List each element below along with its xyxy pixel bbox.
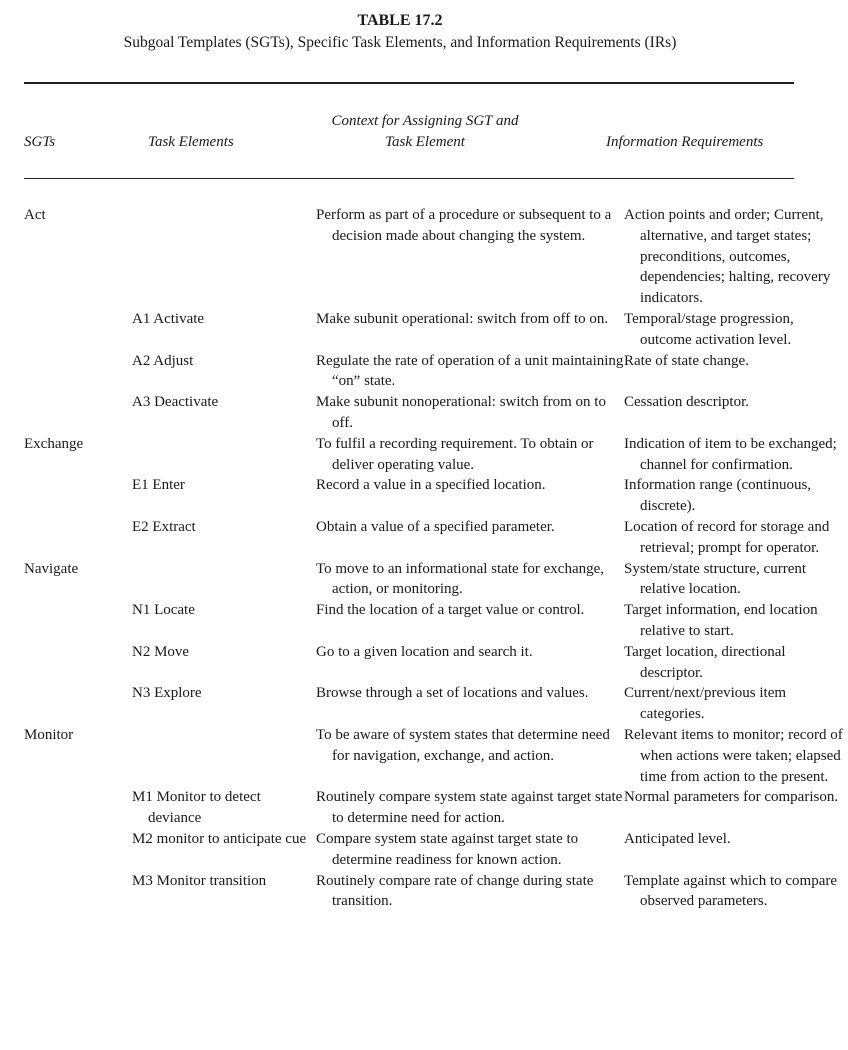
sgt-cell: [24, 642, 132, 684]
task-element-cell: A1 Activate: [132, 310, 205, 327]
table-row: [24, 871, 838, 913]
table-row: [24, 600, 818, 642]
table-number: TABLE 17.2: [357, 12, 443, 29]
context-cell: Regulate the rate of operation of a unit maintaining “on” state.: [316, 352, 624, 390]
header-sgts: SGTs: [24, 134, 56, 150]
header-rule: [24, 178, 794, 179]
header-context: [300, 111, 550, 153]
table-row: [24, 434, 837, 476]
table-row: [24, 475, 812, 517]
table-row: [24, 725, 843, 787]
table-row: [24, 642, 800, 684]
context-cell: Go to a given location and search it.: [316, 643, 533, 660]
context-cell: Make subunit nonoperational: switch from on to off.: [316, 394, 606, 431]
context-cell: To fulfil a recording requirement. To obtain or deliver operating value.: [316, 435, 594, 473]
information-requirement-cell: Temporal/stage progression, outcome activation level.: [624, 310, 794, 348]
table-row: [24, 392, 800, 434]
context-cell: Routinely compare rate of change during state transition.: [316, 872, 594, 910]
sgt-cell: Navigate: [24, 560, 79, 577]
sgt-cell: [24, 683, 132, 725]
context-cell: Routinely compare system state against target state to determine need for action.: [316, 789, 623, 827]
information-requirement-cell: Cessation descriptor.: [624, 394, 749, 411]
context-cell: Compare system state against target state to determine readiness for known action.: [316, 830, 579, 868]
sgt-cell: Monitor: [24, 726, 74, 743]
header-context-line1: Context for Assigning SGT and: [331, 113, 519, 129]
information-requirement-cell: Location of record for storage and retrieval; prompt for operator.: [624, 518, 830, 556]
task-element-cell: [132, 434, 316, 476]
context-cell: Find the location of a target value or control.: [316, 602, 585, 619]
information-requirement-cell: Normal parameters for comparison.: [624, 789, 839, 806]
context-cell: Obtain a value of a specified parameter.: [316, 518, 555, 535]
header-information-requirements: Information Requirements: [606, 134, 764, 150]
header-context-line2: Task Element: [385, 134, 465, 150]
table-row: [24, 351, 800, 393]
context-cell: Browse through a set of locations and values.: [316, 685, 589, 702]
context-cell: Make subunit operational: switch from off to on.: [316, 310, 609, 327]
sgt-cell: [24, 787, 132, 829]
sgt-cell: [24, 600, 132, 642]
task-element-cell: M3 Monitor transition: [132, 872, 267, 889]
sgt-cell: [24, 829, 132, 871]
sgt-cell: [24, 517, 132, 559]
context-cell: Record a value in a specified location.: [316, 477, 546, 494]
task-element-cell: [132, 205, 316, 309]
task-element-cell: A2 Adjust: [132, 352, 194, 369]
task-element-cell: [132, 559, 316, 601]
table-row: [24, 559, 807, 601]
sgt-cell: [24, 392, 132, 434]
task-element-cell: M2 monitor to anticipate cue: [132, 830, 307, 847]
table-body: [24, 205, 843, 912]
information-requirement-cell: Action points and order; Current, alternative, and target states; preconditions, outcomes, dependencies; halting, recovery indicators.: [624, 207, 831, 307]
table-row: [24, 309, 800, 351]
header-task-elements: Task Elements: [148, 134, 234, 150]
information-requirement-cell: System/state structure, current relative location.: [624, 560, 807, 598]
task-element-cell: M1 Monitor to detect deviance: [132, 789, 261, 827]
table-row: [24, 205, 831, 309]
table-row: [24, 517, 830, 559]
context-cell: To be aware of system states that determine need for navigation, exchange, and action.: [316, 726, 610, 764]
information-requirement-cell: Anticipated level.: [624, 830, 731, 847]
task-element-cell: A3 Deactivate: [132, 394, 219, 411]
information-requirement-cell: Target information, end location relative to start.: [624, 602, 818, 639]
sgt-cell: [24, 309, 132, 351]
task-element-cell: E1 Enter: [132, 477, 185, 494]
information-requirement-cell: Indication of item to be exchanged; channel for confirmation.: [624, 435, 837, 473]
sgt-cell: Exchange: [24, 435, 84, 452]
top-rule: [24, 82, 794, 84]
task-element-cell: N3 Explore: [132, 685, 202, 702]
table-caption: Subgoal Templates (SGTs), Specific Task Elements, and Information Requirements (IRs): [123, 34, 677, 51]
information-requirement-cell: Target location, directional descriptor.: [624, 643, 786, 681]
task-element-cell: N2 Move: [132, 643, 190, 660]
sgt-cell: Act: [24, 207, 46, 223]
sgt-cell: [24, 351, 132, 393]
sgt-cell: [24, 475, 132, 517]
context-cell: Perform as part of a procedure or subsequent to a decision made about changing the system.: [316, 207, 612, 244]
sgt-cell: [24, 871, 132, 913]
information-requirement-cell: Template against which to compare observed parameters.: [624, 872, 838, 910]
information-requirement-cell: Current/next/previous item categories.: [624, 685, 787, 723]
information-requirement-cell: Rate of state change.: [624, 352, 749, 369]
table-row: [24, 829, 800, 871]
table-row: [24, 787, 839, 829]
task-element-cell: [132, 725, 316, 787]
table-title-block: [0, 0, 800, 54]
information-requirement-cell: Relevant items to monitor; record of when actions were taken; elapsed time from action to the present.: [624, 726, 843, 785]
information-requirement-cell: Information range (continuous, discrete).: [624, 477, 812, 515]
task-element-cell: E2 Extract: [132, 518, 196, 535]
task-element-cell: N1 Locate: [132, 602, 195, 619]
context-cell: To move to an informational state for exchange, action, or monitoring.: [316, 560, 605, 598]
table-row: [24, 683, 800, 725]
